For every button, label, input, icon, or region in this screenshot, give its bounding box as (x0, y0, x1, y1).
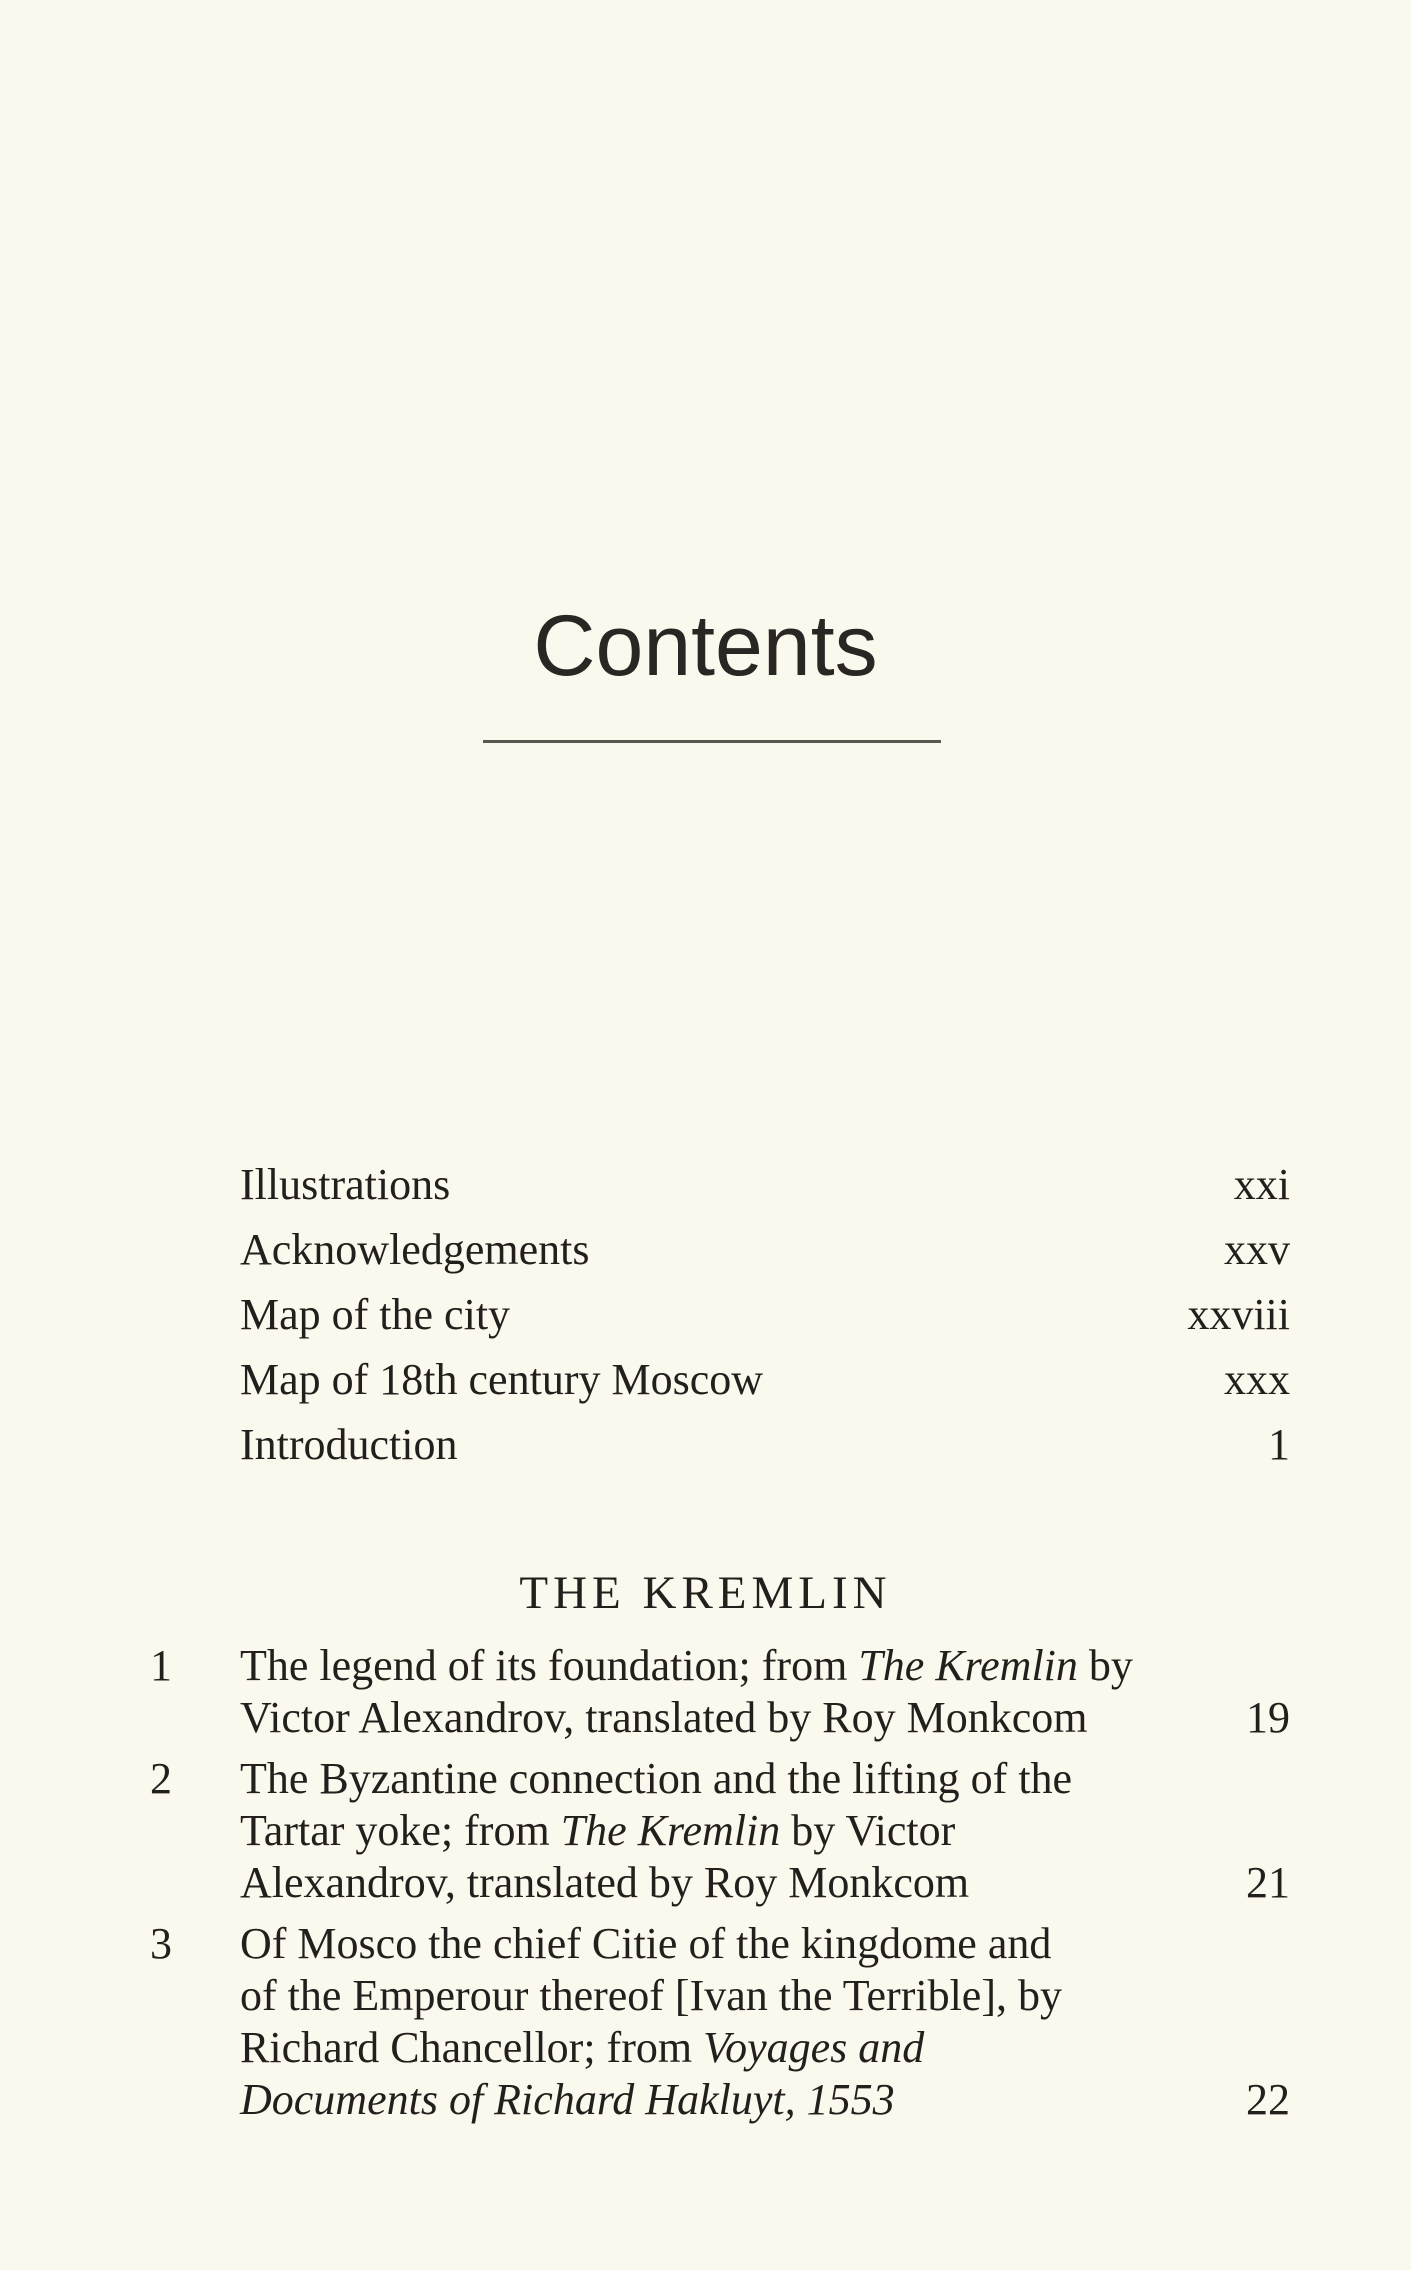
toc-page-number: 1 (1268, 1420, 1290, 1469)
toc-label: Map of the city (240, 1290, 511, 1339)
toc-row-illustrations[interactable] (240, 1152, 1290, 1217)
front-matter-list (240, 1152, 1290, 1477)
entry-text-span: of the Emperour thereof [Ivan the Terrible], by (240, 1971, 1062, 2020)
entry-text (240, 1753, 1290, 1909)
entry-page-number: 22 (1246, 2075, 1290, 2124)
toc-entry-2[interactable] (150, 1753, 1290, 1909)
entry-text-span: The Byzantine connection and the lifting of the (240, 1754, 1073, 1803)
toc-page-number: xxviii (1187, 1290, 1290, 1339)
toc-entry-1[interactable] (150, 1640, 1290, 1744)
section-heading: THE KREMLIN (519, 1567, 892, 1619)
toc-row-introduction[interactable] (240, 1412, 1290, 1477)
entry-text-span: Of Mosco the chief Citie of the kingdome and (240, 1919, 1052, 1968)
entry-line (240, 1857, 1290, 1909)
toc-row-acknowledgements[interactable] (240, 1217, 1290, 1282)
toc-row-map-18th-century[interactable] (240, 1347, 1290, 1412)
section-entries (150, 1640, 1290, 2135)
entry-line (240, 1753, 1240, 1805)
toc-row-map-of-the-city[interactable] (240, 1282, 1290, 1347)
entry-italic-title: Documents of Richard Hakluyt, 1553 (240, 2075, 895, 2124)
entry-line (240, 2074, 1290, 2126)
entry-line (240, 1805, 1240, 1857)
toc-label: Illustrations (240, 1160, 451, 1209)
entry-text-span: The legend of its foundation; from (240, 1641, 859, 1690)
entry-number: 1 (150, 1641, 172, 1690)
entry-italic-title: The Kremlin (560, 1806, 781, 1855)
entry-line (240, 2022, 1240, 2074)
entry-line (240, 1918, 1240, 1970)
toc-page-number: xxv (1224, 1225, 1290, 1274)
toc-label: Map of 18th century Moscow (240, 1355, 764, 1404)
entry-text (240, 1640, 1290, 1744)
entry-page-number: 19 (1246, 1693, 1290, 1742)
entry-text-span: Victor Alexandrov, translated by Roy Monkcom (240, 1693, 1088, 1742)
toc-page-number: xxx (1224, 1355, 1290, 1404)
entry-number: 3 (150, 1919, 172, 1968)
entry-number: 2 (150, 1754, 172, 1803)
entry-text (240, 1918, 1290, 2126)
entry-text-span: Tartar yoke; from (240, 1806, 561, 1855)
page-title: Contents (533, 598, 878, 694)
toc-entry-3[interactable] (150, 1918, 1290, 2126)
entry-text-span: Richard Chancellor; from (240, 2023, 704, 2072)
entry-line (240, 1970, 1240, 2022)
entry-page-number: 21 (1246, 1858, 1290, 1907)
entry-italic-title: Voyages and (703, 2023, 925, 2072)
entry-italic-title: The Kremlin (858, 1641, 1078, 1690)
entry-text-span: by (1077, 1641, 1133, 1690)
entry-text-span: Alexandrov, translated by Roy Monkcom (240, 1858, 970, 1907)
title-rule (483, 740, 941, 743)
entry-text-span: by Victor (780, 1806, 956, 1855)
toc-label: Acknowledgements (240, 1225, 590, 1274)
toc-page-number: xxi (1233, 1160, 1290, 1209)
entry-line (240, 1692, 1290, 1744)
entry-line (240, 1640, 1240, 1692)
toc-label: Introduction (240, 1420, 458, 1469)
